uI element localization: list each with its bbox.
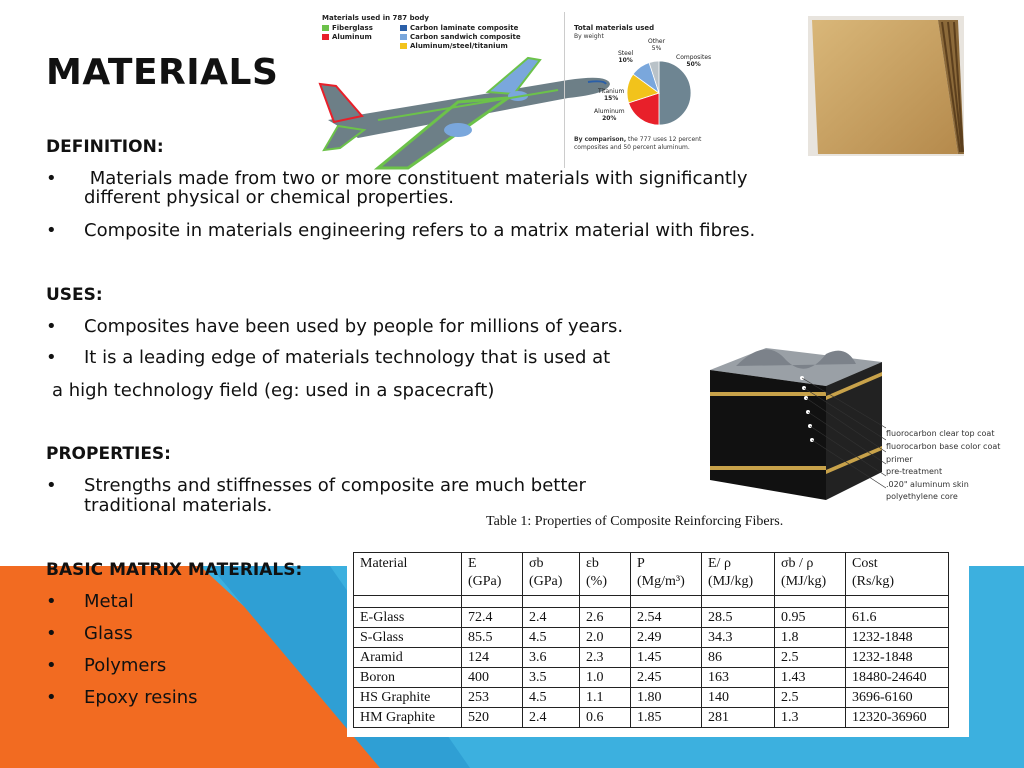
table-cell: 1.80 [631, 688, 702, 708]
bullet-marker: • [46, 316, 57, 337]
table-cell: 2.5 [775, 688, 846, 708]
table-cell: 520 [462, 708, 523, 728]
material-name-cell: HM Graphite [354, 708, 462, 728]
header-cell: E/ ρ (MJ/kg) [702, 553, 775, 596]
layer-label: fluorocarbon base color coat [886, 442, 1001, 451]
slide-title: MATERIALS [46, 52, 279, 93]
comparison-note: By comparison, the 777 uses 12 percent [574, 136, 702, 143]
table-cell: 281 [702, 708, 775, 728]
aircraft-materials-infographic [318, 12, 712, 172]
table-cell: 0.6 [580, 708, 631, 728]
bullet-text: different physical or chemical properties. [84, 187, 454, 208]
infographic-title: Materials used in 787 body [322, 14, 429, 22]
bullet-text: Composites have been used by people for millions of years. [84, 316, 624, 337]
table-cell: 2.45 [631, 668, 702, 688]
table-row [354, 628, 949, 648]
table-cell: 140 [702, 688, 775, 708]
table-cell: 400 [462, 668, 523, 688]
layer-label: primer [886, 455, 913, 464]
table-cell: 2.0 [580, 628, 631, 648]
table-cell: 253 [462, 688, 523, 708]
legend-label: Carbon sandwich composite [410, 33, 521, 41]
fiber-properties-table-panel [347, 545, 969, 737]
comparison-note-line-2: composites and 50 percent aluminum. [574, 144, 690, 151]
table-cell: 2.49 [631, 628, 702, 648]
material-name-cell: E-Glass [354, 608, 462, 628]
table-cell: 72.4 [462, 608, 523, 628]
bullet-marker: • [46, 623, 57, 644]
table-cell: 34.3 [702, 628, 775, 648]
material-name-cell: Aramid [354, 648, 462, 668]
table-row [354, 648, 949, 668]
table-cell: 85.5 [462, 628, 523, 648]
table-cell: 28.5 [702, 608, 775, 628]
material-name-cell: S-Glass [354, 628, 462, 648]
bullet-marker: • [46, 655, 57, 676]
table-cell: 1.8 [775, 628, 846, 648]
header-cell: Cost (Rs/kg) [846, 553, 949, 596]
bullet-text: Polymers [84, 655, 167, 676]
legend-label: Carbon laminate composite [410, 24, 519, 32]
materials-pie-chart [624, 58, 694, 128]
table-cell: 1.85 [631, 708, 702, 728]
bullet-marker: • [46, 475, 57, 496]
material-name-cell: HS Graphite [354, 688, 462, 708]
bullet-text: Glass [84, 623, 133, 644]
legend-label: Fiberglass [332, 24, 373, 32]
table-cell: 1232-1848 [846, 648, 949, 668]
header-cell: Material [354, 553, 462, 596]
definition-heading: DEFINITION: [46, 137, 164, 157]
table-cell: 163 [702, 668, 775, 688]
table-cell: 1.3 [775, 708, 846, 728]
table-cell: 4.5 [523, 688, 580, 708]
bullet-marker: • [46, 591, 57, 612]
legend-item [400, 24, 518, 32]
table-cell: 3696-6160 [846, 688, 949, 708]
table-cell: 2.4 [523, 708, 580, 728]
table-cell: 1.0 [580, 668, 631, 688]
table-cell: 1.1 [580, 688, 631, 708]
header-cell: εb (%) [580, 553, 631, 596]
header-cell: E (GPa) [462, 553, 523, 596]
pie-title: Total materials used [574, 24, 655, 32]
legend-item [400, 42, 508, 50]
legend-item [322, 33, 372, 41]
table-row [354, 608, 949, 628]
bullet-text: Metal [84, 591, 134, 612]
table-cell: 12320-36960 [846, 708, 949, 728]
bullet-marker: • [46, 687, 57, 708]
legend-item [400, 33, 521, 41]
table-spacer-row [354, 596, 949, 608]
table-header-row [354, 553, 949, 596]
table-cell: 2.3 [580, 648, 631, 668]
table-caption: Table 1: Properties of Composite Reinforcing Fibers. [486, 514, 784, 529]
uses-heading: USES: [46, 285, 103, 305]
bullet-text: It is a leading edge of materials technology that is used at [84, 347, 611, 368]
table-cell: 61.6 [846, 608, 949, 628]
layer-label: pre-treatment [886, 467, 943, 476]
table-cell: 124 [462, 648, 523, 668]
legend-item [322, 24, 373, 32]
pie-label-titanium: Titanium 15% [598, 88, 625, 102]
table-cell: 2.4 [523, 608, 580, 628]
airplane-illustration [318, 50, 618, 172]
table-cell: 1.43 [775, 668, 846, 688]
table-row [354, 708, 949, 728]
legend-label: Aluminum/steel/titanium [410, 42, 508, 50]
pie-label-composites: Composites 50% [676, 54, 712, 68]
bullet-text: traditional materials. [84, 495, 273, 516]
header-cell: P (Mg/m³) [631, 553, 702, 596]
bullet-marker: • [46, 347, 57, 368]
table-cell: 0.95 [775, 608, 846, 628]
bullet-text: Strengths and stiffnesses of composite are much better [84, 475, 586, 496]
pie-label-steel: Steel 10% [618, 50, 634, 64]
fiber-properties-table [353, 552, 949, 728]
table-cell: 3.5 [523, 668, 580, 688]
plywood-photo [808, 16, 964, 156]
bullet-text: Composite in materials engineering refers to a matrix material with fibres. [84, 220, 756, 241]
pie-label-other: Other 5% [648, 38, 666, 52]
header-cell: σb (GPa) [523, 553, 580, 596]
material-name-cell: Boron [354, 668, 462, 688]
bullet-marker: • [46, 168, 57, 189]
table-cell: 2.6 [580, 608, 631, 628]
basic-matrix-heading: BASIC MATRIX MATERIALS: [46, 560, 303, 580]
pie-slice-composites [659, 61, 691, 125]
pie-subtitle: By weight [574, 33, 604, 40]
table-cell: 86 [702, 648, 775, 668]
layer-label: fluorocarbon clear top coat [886, 429, 995, 438]
pie-label-aluminum: Aluminum 20% [594, 108, 625, 122]
table-cell: 3.6 [523, 648, 580, 668]
composite-panel-layers-image [706, 340, 886, 510]
table-row [354, 668, 949, 688]
table-cell: 1232-1848 [846, 628, 949, 648]
table-row [354, 688, 949, 708]
bullet-text: Epoxy resins [84, 687, 198, 708]
layer-label: polyethylene core [886, 492, 958, 501]
bullet-marker: • [46, 220, 57, 241]
table-cell: 18480-24640 [846, 668, 949, 688]
table-cell: 2.54 [631, 608, 702, 628]
table-cell: 1.45 [631, 648, 702, 668]
table-cell: 4.5 [523, 628, 580, 648]
properties-heading: PROPERTIES: [46, 444, 171, 464]
bullet-text: Materials made from two or more constituent materials with significantly [84, 168, 748, 189]
layer-label: .020" aluminum skin [886, 480, 969, 489]
header-cell: σb / ρ (MJ/kg) [775, 553, 846, 596]
uses-continuation: a high technology field (eg: used in a spacecraft) [52, 380, 495, 401]
table-cell: 2.5 [775, 648, 846, 668]
legend-label: Aluminum [332, 33, 372, 41]
